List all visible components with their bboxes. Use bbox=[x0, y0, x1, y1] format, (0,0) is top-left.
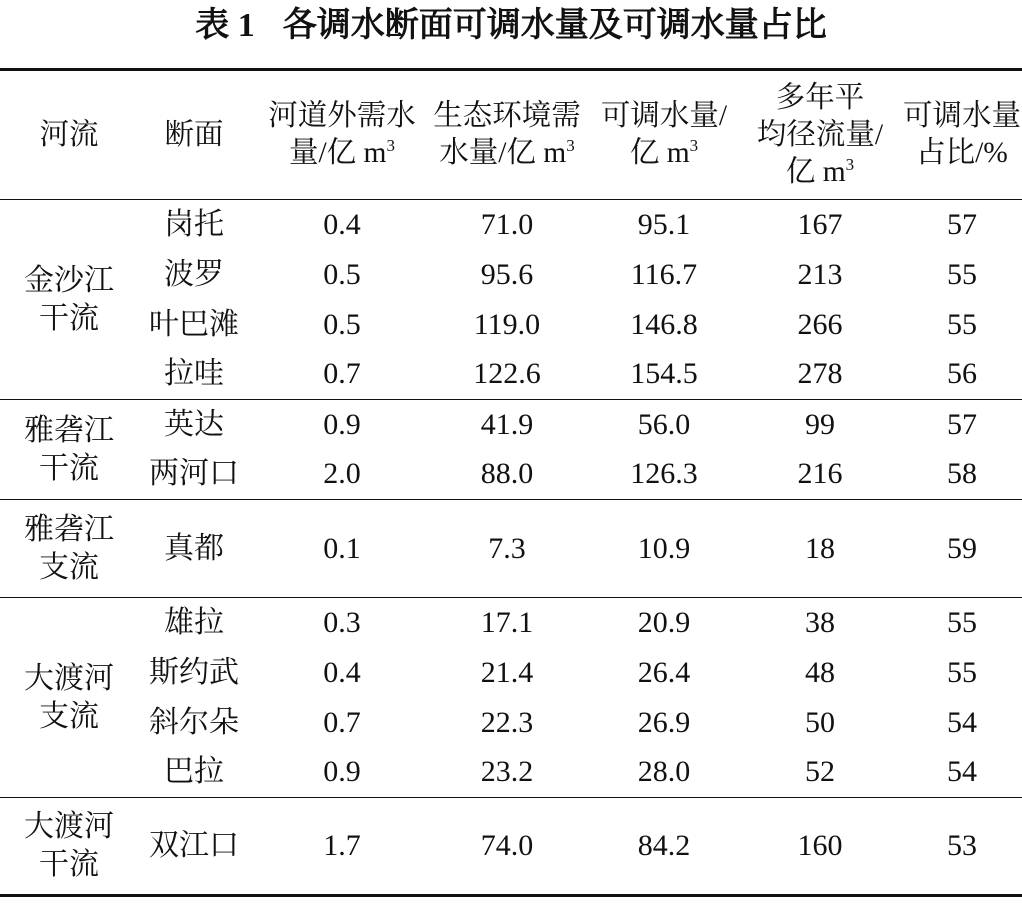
table-row bbox=[0, 400, 1022, 450]
transferable-volume-cell: 56.0 bbox=[637, 407, 691, 441]
transferable-ratio-cell: 55 bbox=[947, 655, 977, 689]
river-name-line: 雅砻江 bbox=[24, 512, 114, 546]
table-header bbox=[0, 70, 1022, 200]
eco-demand-cell: 7.3 bbox=[488, 531, 526, 565]
river-cell bbox=[0, 598, 138, 798]
transferable-ratio-cell: 55 bbox=[947, 307, 977, 341]
river-group bbox=[0, 598, 1022, 798]
transferable-ratio-cell: 54 bbox=[947, 755, 977, 789]
transfer-volume-table bbox=[0, 68, 1022, 897]
annual-runoff-cell: 18 bbox=[805, 531, 835, 565]
column-header-text: 亿 m bbox=[629, 137, 690, 169]
annual-runoff-cell: 50 bbox=[805, 705, 835, 739]
table-row bbox=[0, 250, 1022, 300]
column-header-line bbox=[590, 98, 738, 135]
column-header-offstream-demand bbox=[260, 70, 424, 200]
column-header-eco-demand bbox=[424, 70, 590, 200]
transferable-ratio-cell: 57 bbox=[947, 407, 977, 441]
column-header-text: 可调水量 bbox=[902, 100, 1021, 132]
transferable-ratio-cell: 54 bbox=[947, 705, 977, 739]
annual-runoff-cell: 278 bbox=[797, 357, 843, 391]
column-header-line bbox=[260, 98, 424, 135]
table-row bbox=[0, 698, 1022, 748]
river-name-line: 大渡河 bbox=[24, 661, 114, 695]
river-name-line: 干流 bbox=[39, 451, 99, 485]
offstream-demand-cell: 0.5 bbox=[323, 257, 361, 291]
column-header-text: 河道外需水 bbox=[268, 100, 416, 132]
table-row bbox=[0, 598, 1022, 648]
offstream-demand-cell: 2.0 bbox=[323, 457, 361, 491]
column-header-text: 河流 bbox=[39, 118, 99, 151]
offstream-demand-cell: 0.7 bbox=[323, 705, 361, 739]
transferable-ratio-cell: 55 bbox=[947, 605, 977, 639]
eco-demand-cell: 95.6 bbox=[480, 257, 534, 291]
column-header-transferable-ratio bbox=[902, 70, 1022, 200]
section-cell: 真都 bbox=[164, 531, 224, 565]
offstream-demand-cell: 0.9 bbox=[323, 755, 361, 789]
column-header-text: 多年平 bbox=[775, 81, 865, 114]
river-cell bbox=[0, 200, 138, 400]
table-row bbox=[0, 500, 1022, 598]
transferable-ratio-cell: 57 bbox=[947, 207, 977, 241]
annual-runoff-cell: 38 bbox=[805, 605, 835, 639]
table-row bbox=[0, 798, 1022, 896]
unit-exponent: 3 bbox=[689, 136, 699, 156]
transferable-ratio-cell: 59 bbox=[947, 531, 977, 565]
column-header-text: 生态环境需 bbox=[433, 100, 581, 132]
section-cell: 双江口 bbox=[149, 829, 239, 862]
section-cell: 斜尔朵 bbox=[149, 705, 239, 739]
river-name-line: 干流 bbox=[39, 848, 99, 881]
eco-demand-cell: 21.4 bbox=[480, 655, 534, 689]
section-cell: 斯约武 bbox=[149, 655, 239, 689]
table-caption: 各调水断面可调水量及可调水量占比 bbox=[282, 7, 827, 44]
transferable-ratio-cell: 56 bbox=[947, 357, 977, 391]
offstream-demand-cell: 1.7 bbox=[323, 829, 361, 862]
eco-demand-cell: 17.1 bbox=[480, 605, 534, 639]
annual-runoff-cell: 266 bbox=[797, 307, 843, 341]
section-cell: 英达 bbox=[164, 407, 224, 441]
eco-demand-cell: 122.6 bbox=[473, 357, 541, 391]
offstream-demand-cell: 0.1 bbox=[323, 531, 361, 565]
column-header-line bbox=[424, 135, 590, 172]
river-group bbox=[0, 798, 1022, 896]
column-header-line bbox=[424, 98, 590, 135]
column-header-text: 水量/亿 m bbox=[439, 137, 567, 169]
column-header-text: 亿 m bbox=[785, 155, 846, 188]
column-header-line bbox=[0, 117, 138, 154]
column-header-transferable-volume bbox=[590, 70, 738, 200]
table-row bbox=[0, 200, 1022, 250]
column-header-text: 断面 bbox=[164, 118, 224, 151]
column-header-line bbox=[260, 135, 424, 172]
section-cell: 拉哇 bbox=[164, 357, 224, 391]
unit-exponent: 3 bbox=[386, 136, 396, 156]
transferable-volume-cell: 26.4 bbox=[637, 655, 691, 689]
eco-demand-cell: 71.0 bbox=[480, 207, 534, 241]
column-header-line bbox=[138, 117, 250, 154]
table-title bbox=[0, 4, 1022, 48]
river-cell bbox=[0, 400, 138, 500]
section-cell: 叶巴滩 bbox=[149, 307, 239, 341]
section-cell: 巴拉 bbox=[164, 755, 224, 789]
transferable-ratio-cell: 55 bbox=[947, 257, 977, 291]
column-header-annual-runoff bbox=[738, 70, 902, 200]
eco-demand-cell: 22.3 bbox=[480, 705, 534, 739]
river-group bbox=[0, 500, 1022, 598]
annual-runoff-cell: 167 bbox=[797, 207, 843, 241]
column-header-text: 可调水量/ bbox=[600, 100, 728, 132]
river-cell bbox=[0, 798, 138, 896]
eco-demand-cell: 119.0 bbox=[473, 307, 541, 341]
river-name-line: 大渡河 bbox=[24, 810, 114, 843]
transferable-volume-cell: 116.7 bbox=[630, 257, 698, 291]
offstream-demand-cell: 0.3 bbox=[323, 605, 361, 639]
annual-runoff-cell: 160 bbox=[797, 829, 843, 862]
table-row bbox=[0, 300, 1022, 350]
offstream-demand-cell: 0.9 bbox=[323, 407, 361, 441]
river-group bbox=[0, 200, 1022, 400]
river-name-line: 支流 bbox=[39, 699, 99, 733]
column-header-line bbox=[738, 154, 902, 191]
table-row bbox=[0, 350, 1022, 400]
transferable-ratio-cell: 58 bbox=[947, 457, 977, 491]
eco-demand-cell: 41.9 bbox=[480, 407, 534, 441]
transferable-volume-cell: 154.5 bbox=[630, 357, 698, 391]
transferable-volume-cell: 28.0 bbox=[637, 755, 691, 789]
transferable-volume-cell: 95.1 bbox=[637, 207, 691, 241]
column-header-line bbox=[738, 80, 902, 117]
unit-exponent: 3 bbox=[845, 154, 855, 174]
annual-runoff-cell: 213 bbox=[797, 257, 843, 291]
annual-runoff-cell: 216 bbox=[797, 457, 843, 491]
river-name-line: 支流 bbox=[39, 550, 99, 584]
annual-runoff-cell: 52 bbox=[805, 755, 835, 789]
table-row bbox=[0, 748, 1022, 798]
transferable-volume-cell: 10.9 bbox=[637, 531, 691, 565]
river-cell bbox=[0, 500, 138, 598]
offstream-demand-cell: 0.5 bbox=[323, 307, 361, 341]
table-number: 表 1 bbox=[195, 7, 255, 44]
transferable-ratio-cell: 53 bbox=[947, 829, 977, 862]
transferable-volume-cell: 20.9 bbox=[637, 605, 691, 639]
column-header-river bbox=[0, 70, 138, 200]
section-cell: 岗托 bbox=[164, 207, 224, 241]
transferable-volume-cell: 26.9 bbox=[637, 705, 691, 739]
table-row bbox=[0, 648, 1022, 698]
eco-demand-cell: 74.0 bbox=[480, 829, 534, 862]
transferable-volume-cell: 126.3 bbox=[630, 457, 698, 491]
eco-demand-cell: 23.2 bbox=[480, 755, 534, 789]
section-cell: 两河口 bbox=[149, 457, 239, 491]
column-header-line bbox=[902, 98, 1022, 135]
section-cell: 雄拉 bbox=[164, 605, 224, 639]
column-header-line bbox=[738, 117, 902, 154]
river-group bbox=[0, 400, 1022, 500]
river-name-line: 干流 bbox=[39, 301, 99, 335]
offstream-demand-cell: 0.4 bbox=[323, 655, 361, 689]
column-header-line bbox=[590, 135, 738, 172]
river-name-line: 金沙江 bbox=[24, 263, 114, 297]
column-header-section bbox=[138, 70, 260, 200]
eco-demand-cell: 88.0 bbox=[480, 457, 534, 491]
table-row bbox=[0, 450, 1022, 500]
offstream-demand-cell: 0.7 bbox=[323, 357, 361, 391]
column-header-text: 量/亿 m bbox=[288, 137, 387, 169]
column-header-text: 均径流量/ bbox=[756, 118, 884, 151]
annual-runoff-cell: 48 bbox=[805, 655, 835, 689]
table-header-row bbox=[0, 70, 1022, 200]
section-cell: 波罗 bbox=[164, 257, 224, 291]
column-header-line bbox=[902, 135, 1022, 172]
transferable-volume-cell: 146.8 bbox=[630, 307, 698, 341]
offstream-demand-cell: 0.4 bbox=[323, 207, 361, 241]
annual-runoff-cell: 99 bbox=[805, 407, 835, 441]
river-name-line: 雅砻江 bbox=[24, 413, 114, 447]
column-header-text: 占比/% bbox=[916, 137, 1008, 169]
transferable-volume-cell: 84.2 bbox=[637, 829, 691, 862]
unit-exponent: 3 bbox=[566, 136, 575, 156]
